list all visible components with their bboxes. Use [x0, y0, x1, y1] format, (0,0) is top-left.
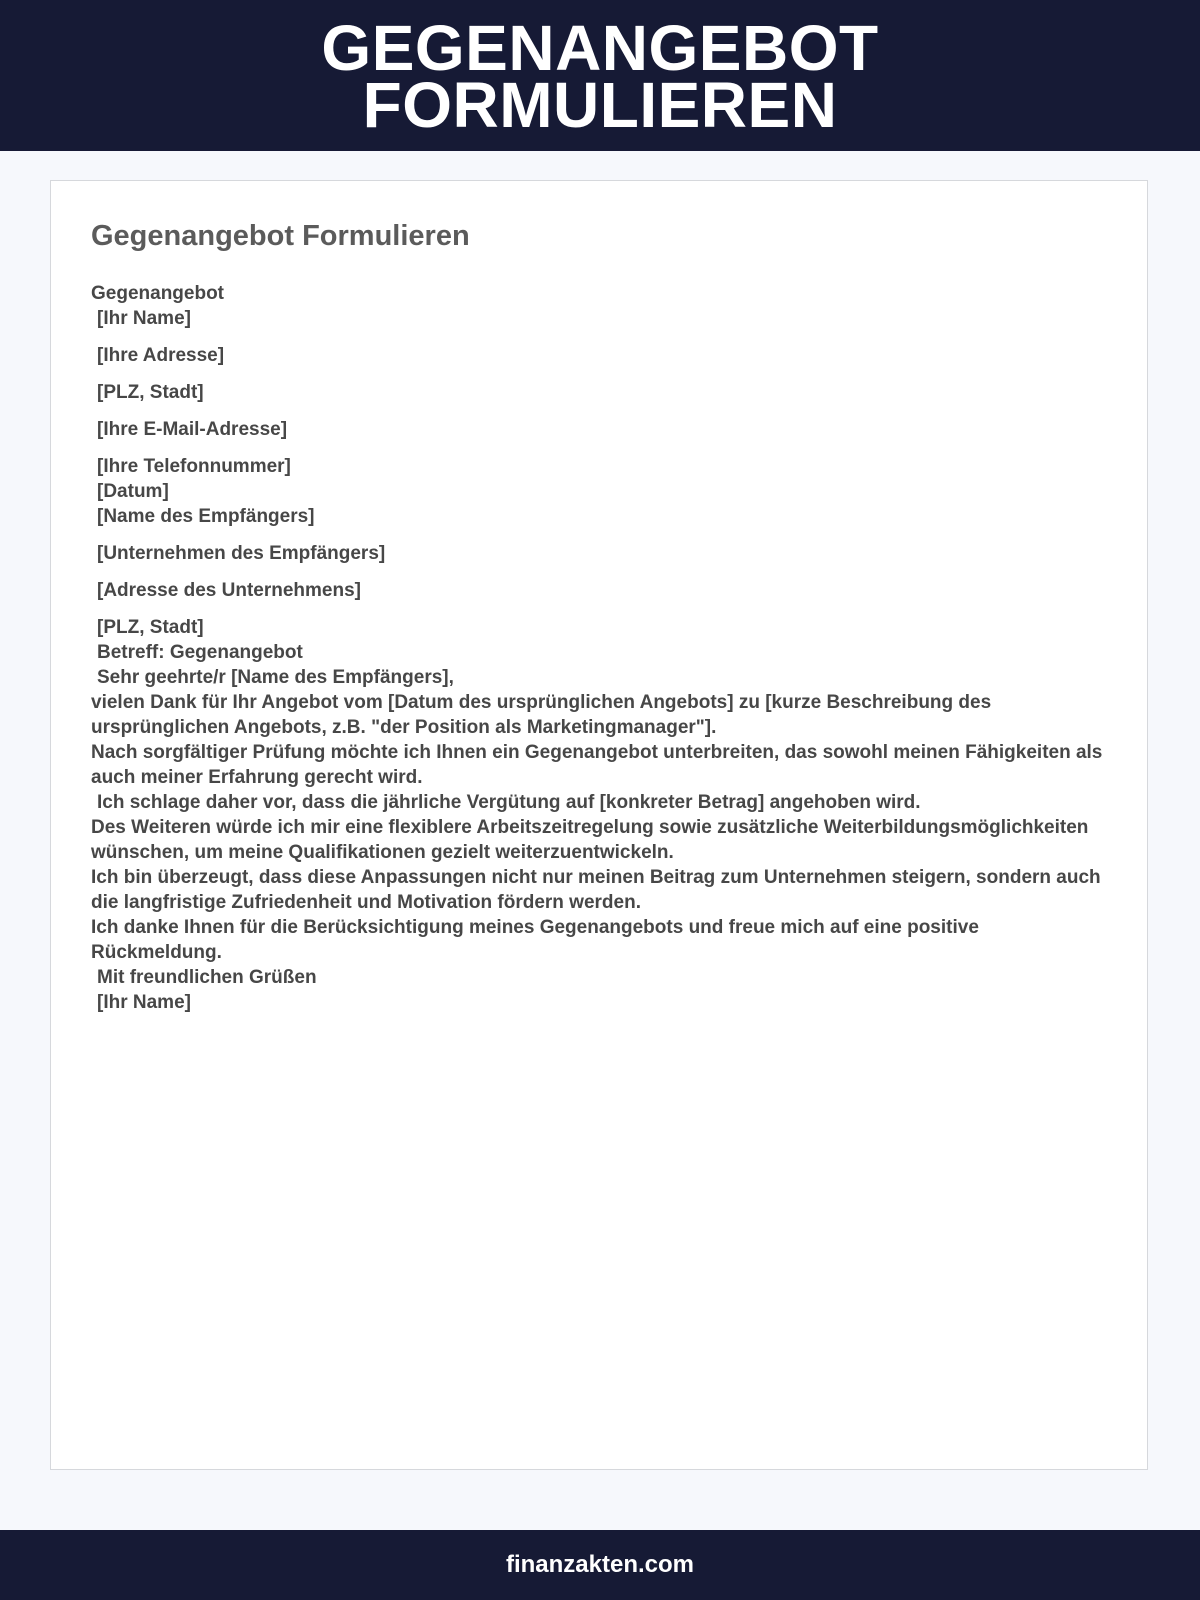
letter-line-sender-email: [Ihre E-Mail-Adresse]	[97, 419, 288, 440]
letter-line-recipient-name: [Name des Empfängers]	[97, 506, 315, 527]
footer-site-name: finanzakten.com	[505, 1551, 695, 1578]
letter-line-date: [Datum]	[97, 481, 169, 502]
letter-body	[91, 281, 1111, 1015]
letter-line-sender-phone: [Ihre Telefonnummer]	[97, 456, 291, 477]
letter-line-salutation: Sehr geehrte/r [Name des Empfängers],	[97, 667, 454, 688]
letter-line-sender-name: [Ihr Name]	[97, 308, 191, 329]
letter-line-regards: Mit freundlichen Grüßen	[97, 967, 317, 988]
banner-title	[321, 11, 879, 141]
letter-paragraph-flexibility: Des Weiteren würde ich mir eine flexiblere Arbeitszeitregelung sowie zusätzliche Weiterbildungsmöglichkeiten wünschen, um meine Qualifikationen gezielt weiterzuentwickeln.	[91, 817, 1094, 863]
letter-line-recipient-company: [Unternehmen des Empfängers]	[97, 543, 386, 564]
letter-paragraph-conviction: Ich bin überzeugt, dass diese Anpassungen nicht nur meinen Beitrag zum Unternehmen steigern, sondern auch die langfristige Zufriedenheit und Motivation fördern werden.	[91, 867, 1106, 913]
letter-line-sender-address: [Ihre Adresse]	[97, 345, 225, 366]
footer-bar	[0, 1530, 1200, 1600]
letter-paragraph-closing: Ich danke Ihnen für die Berücksichtigung meines Gegenangebots und freue mich auf eine positive Rückmeldung.	[91, 917, 985, 963]
letter-line-signature-name: [Ihr Name]	[97, 992, 191, 1013]
letter-line-recipient-address: [Adresse des Unternehmens]	[97, 580, 361, 601]
banner-title-line-2: FORMULIEREN	[362, 68, 838, 141]
letter-card	[50, 180, 1148, 1470]
letter-line-sender-city: [PLZ, Stadt]	[97, 382, 204, 403]
letter-line-recipient-city: [PLZ, Stadt]	[97, 617, 204, 638]
letter-paragraph-counteroffer: Nach sorgfältiger Prüfung möchte ich Ihnen ein Gegenangebot unterbreiten, das sowohl meinen Fähigkeiten als auch meiner Erfahrung gerecht wird.	[91, 742, 1108, 788]
letter-paragraph-salary: Ich schlage daher vor, dass die jährliche Vergütung auf [konkreter Betrag] angehoben wird.	[97, 792, 921, 813]
letter-line-subject: Betreff: Gegenangebot	[97, 642, 303, 663]
banner-title-line-1: GEGENANGEBOT	[321, 11, 879, 84]
letter-paragraph-thanks: vielen Dank für Ihr Angebot vom [Datum des ursprünglichen Angebots] zu [kurze Beschreibung des ursprünglichen Angebots, z.B. "der Position als Marketingmanager"].	[91, 692, 997, 738]
card-heading: Gegenangebot Formulieren	[91, 220, 470, 252]
letter-line-title: Gegenangebot	[91, 283, 225, 304]
title-banner	[0, 0, 1200, 151]
